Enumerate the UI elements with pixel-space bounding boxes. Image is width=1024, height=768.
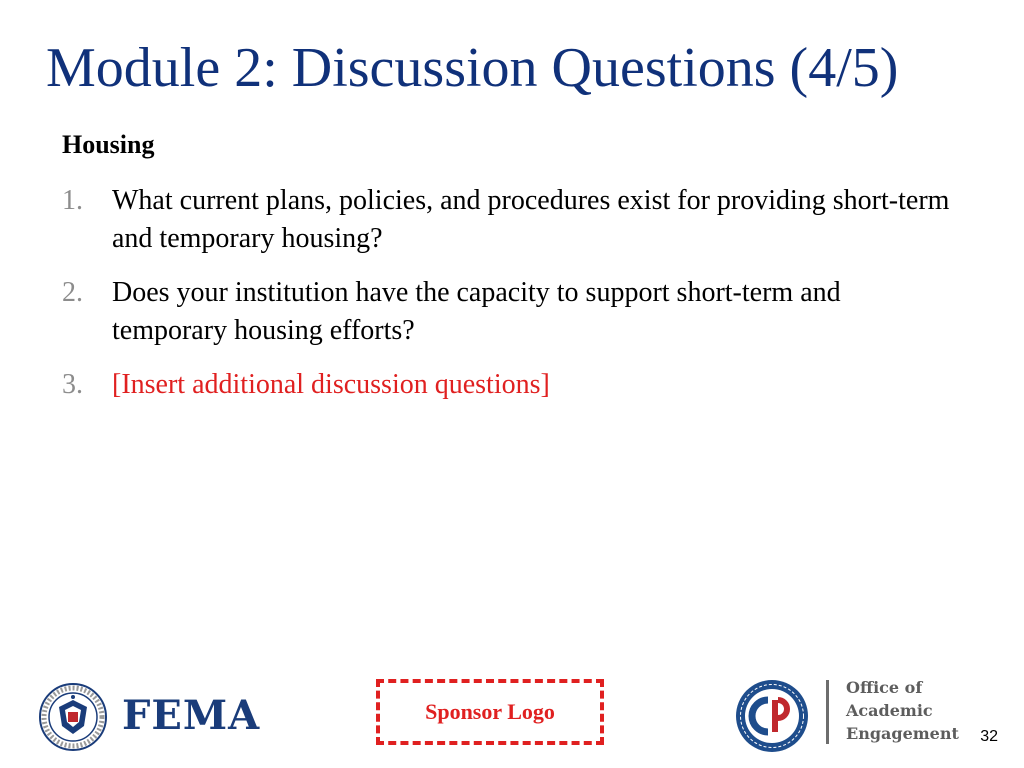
section-heading: Housing — [62, 130, 155, 159]
slide-title: Module 2: Discussion Questions (4/5) — [46, 37, 899, 99]
question-number: 3. — [62, 369, 83, 400]
oae-line: Office of — [846, 678, 923, 697]
oae-line: Engagement — [846, 724, 959, 743]
sponsor-logo-placeholder — [376, 679, 604, 745]
campus-resilience-seal-icon — [734, 678, 810, 754]
question-text: Does your institution have the capacity to support short-term and temporary housing efforts? — [112, 277, 841, 346]
question-number: 2. — [62, 277, 83, 308]
question-text: What current plans, policies, and procedures exist for providing short-term and temporary housing? — [112, 185, 950, 254]
page-number: 32 — [980, 728, 998, 745]
footer-divider — [826, 680, 829, 744]
question-item — [62, 274, 962, 350]
question-text: [Insert additional discussion questions] — [112, 369, 550, 400]
sponsor-logo-label: Sponsor Logo — [425, 699, 555, 724]
question-number: 1. — [62, 185, 83, 216]
dhs-seal-icon — [38, 682, 108, 752]
fema-logo: FEMA — [122, 692, 261, 739]
oae-line: Academic — [846, 701, 933, 720]
office-of-academic-engagement-logo — [846, 676, 959, 745]
question-list — [62, 182, 962, 420]
question-item — [62, 182, 962, 258]
question-item-placeholder — [62, 366, 962, 404]
